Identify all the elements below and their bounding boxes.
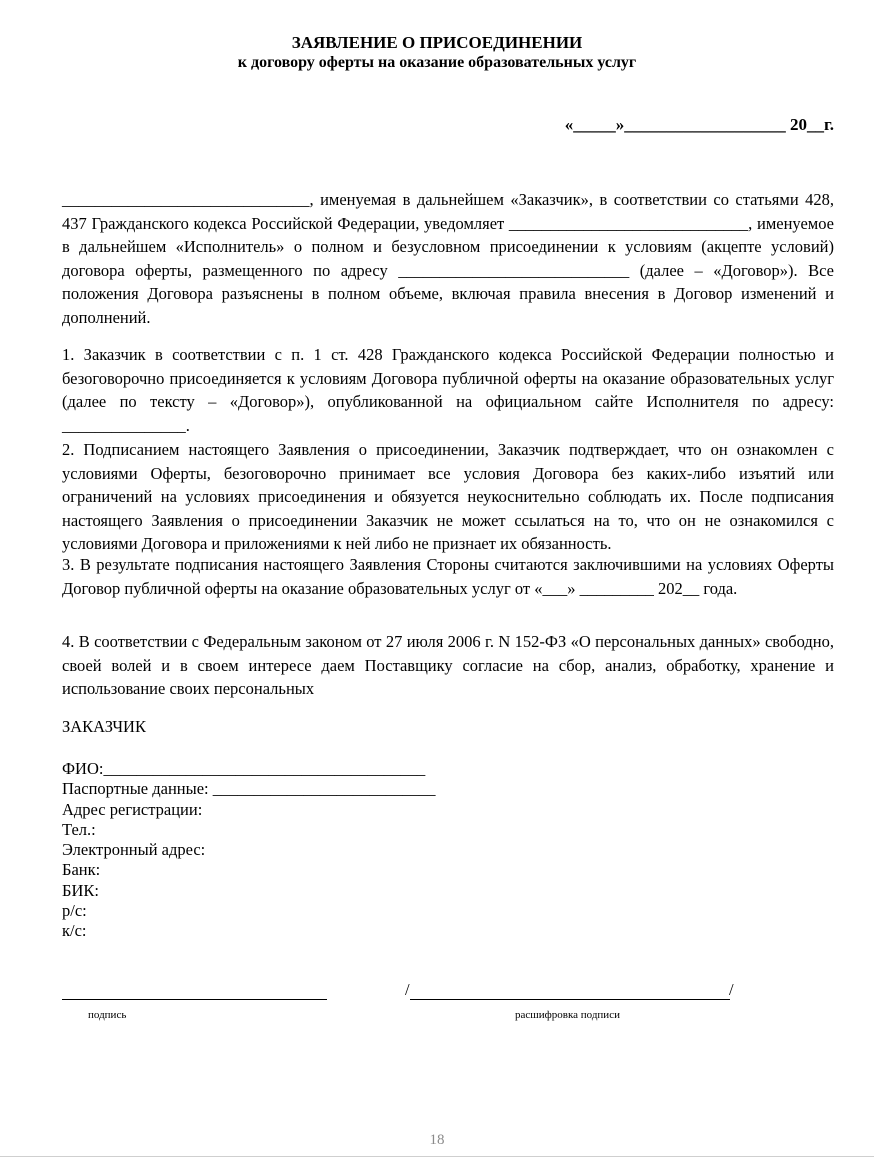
field-phone: Тел.:: [62, 819, 96, 839]
customer-fields: [62, 759, 436, 942]
field-fio: ФИО:_______________________________________: [62, 759, 426, 778]
customer-heading: ЗАКАЗЧИК: [62, 717, 146, 736]
field-bik: БИК:: [62, 880, 99, 900]
field-corr-account: к/с:: [62, 921, 87, 941]
field-account: р/с:: [62, 901, 87, 921]
field-bank: Банк:: [62, 860, 101, 880]
document-subtitle: к договору оферты на оказание образовательных услуг: [237, 54, 637, 71]
field-email: Электронный адрес:: [62, 840, 206, 860]
signature-caption: подпись: [88, 1009, 127, 1021]
intro-paragraph: ______________________________, именуемая в дальнейшем «Заказчик», в соответствии со статьями 428, 437 Гражданского кодекса Российской Федерации, уведомляет _____________________________, именуемое в дальнейшем «Исполнитель» о полном и безусловном присоединении к условиям (акцепте условий) договора оферты, размещенного по адресу ____________________________ (далее – «Договор»). Все положения Договора разъяснены в полном объеме, включая правила внесения в Договор изменений и дополнений.: [62, 190, 834, 327]
page-bottom-divider: [0, 1156, 874, 1157]
signature-slash-right: /: [729, 980, 734, 999]
signature-decoding-line: [410, 999, 730, 1000]
date-line: «_____»___________________ 20__г.: [564, 115, 834, 134]
page-number: 18: [429, 1132, 445, 1148]
field-passport: Паспортные данные: ___________________________: [62, 779, 436, 799]
document-title: ЗАЯВЛЕНИЕ О ПРИСОЕДИНЕНИИ: [291, 33, 583, 52]
signature-slash-left: /: [405, 980, 410, 999]
clause-3: 3. В результате подписания настоящего Заявления Стороны считаются заключившими на условиях Оферты Договор публичной оферты на оказание образовательных услуг от «___» _________ 202__ года.: [62, 555, 834, 598]
clause-4: 4. В соответствии с Федеральным законом от 27 июля 2006 г. N 152-ФЗ «О персональных данных» свободно, своей волей и в своем интересе даем Поставщику согласие на сбор, анализ, обработку, хранение и использование своих персональных: [62, 632, 834, 698]
field-address: Адрес регистрации:: [62, 799, 203, 819]
signature-decoding-caption: расшифровка подписи: [515, 1009, 620, 1021]
signature-line: [62, 999, 327, 1000]
clause-1: 1. Заказчик в соответствии с п. 1 ст. 428 Гражданского кодекса Российской Федерации полностью и безоговорочно присоединяется к условиям Договора публичной оферты на оказание образовательных услуг (далее по тексту – «Договор»), опубликованной на официальном сайте Исполнителя по адресу: _______________.: [62, 345, 834, 435]
clause-2: 2. Подписанием настоящего Заявления о присоединении, Заказчик подтверждает, что он ознакомлен с условиями Оферты, безоговорочно принимает все условия Договора без каких-либо изъятий или ограничений на условиях присоединения и обязуется неукоснительно соблюдать их. После подписания настоящего Заявления о присоединении Заказчик не может ссылаться на то, что он не ознакомился с условиями Договора и приложениями к ней либо не признает их обязанность.: [62, 440, 834, 553]
